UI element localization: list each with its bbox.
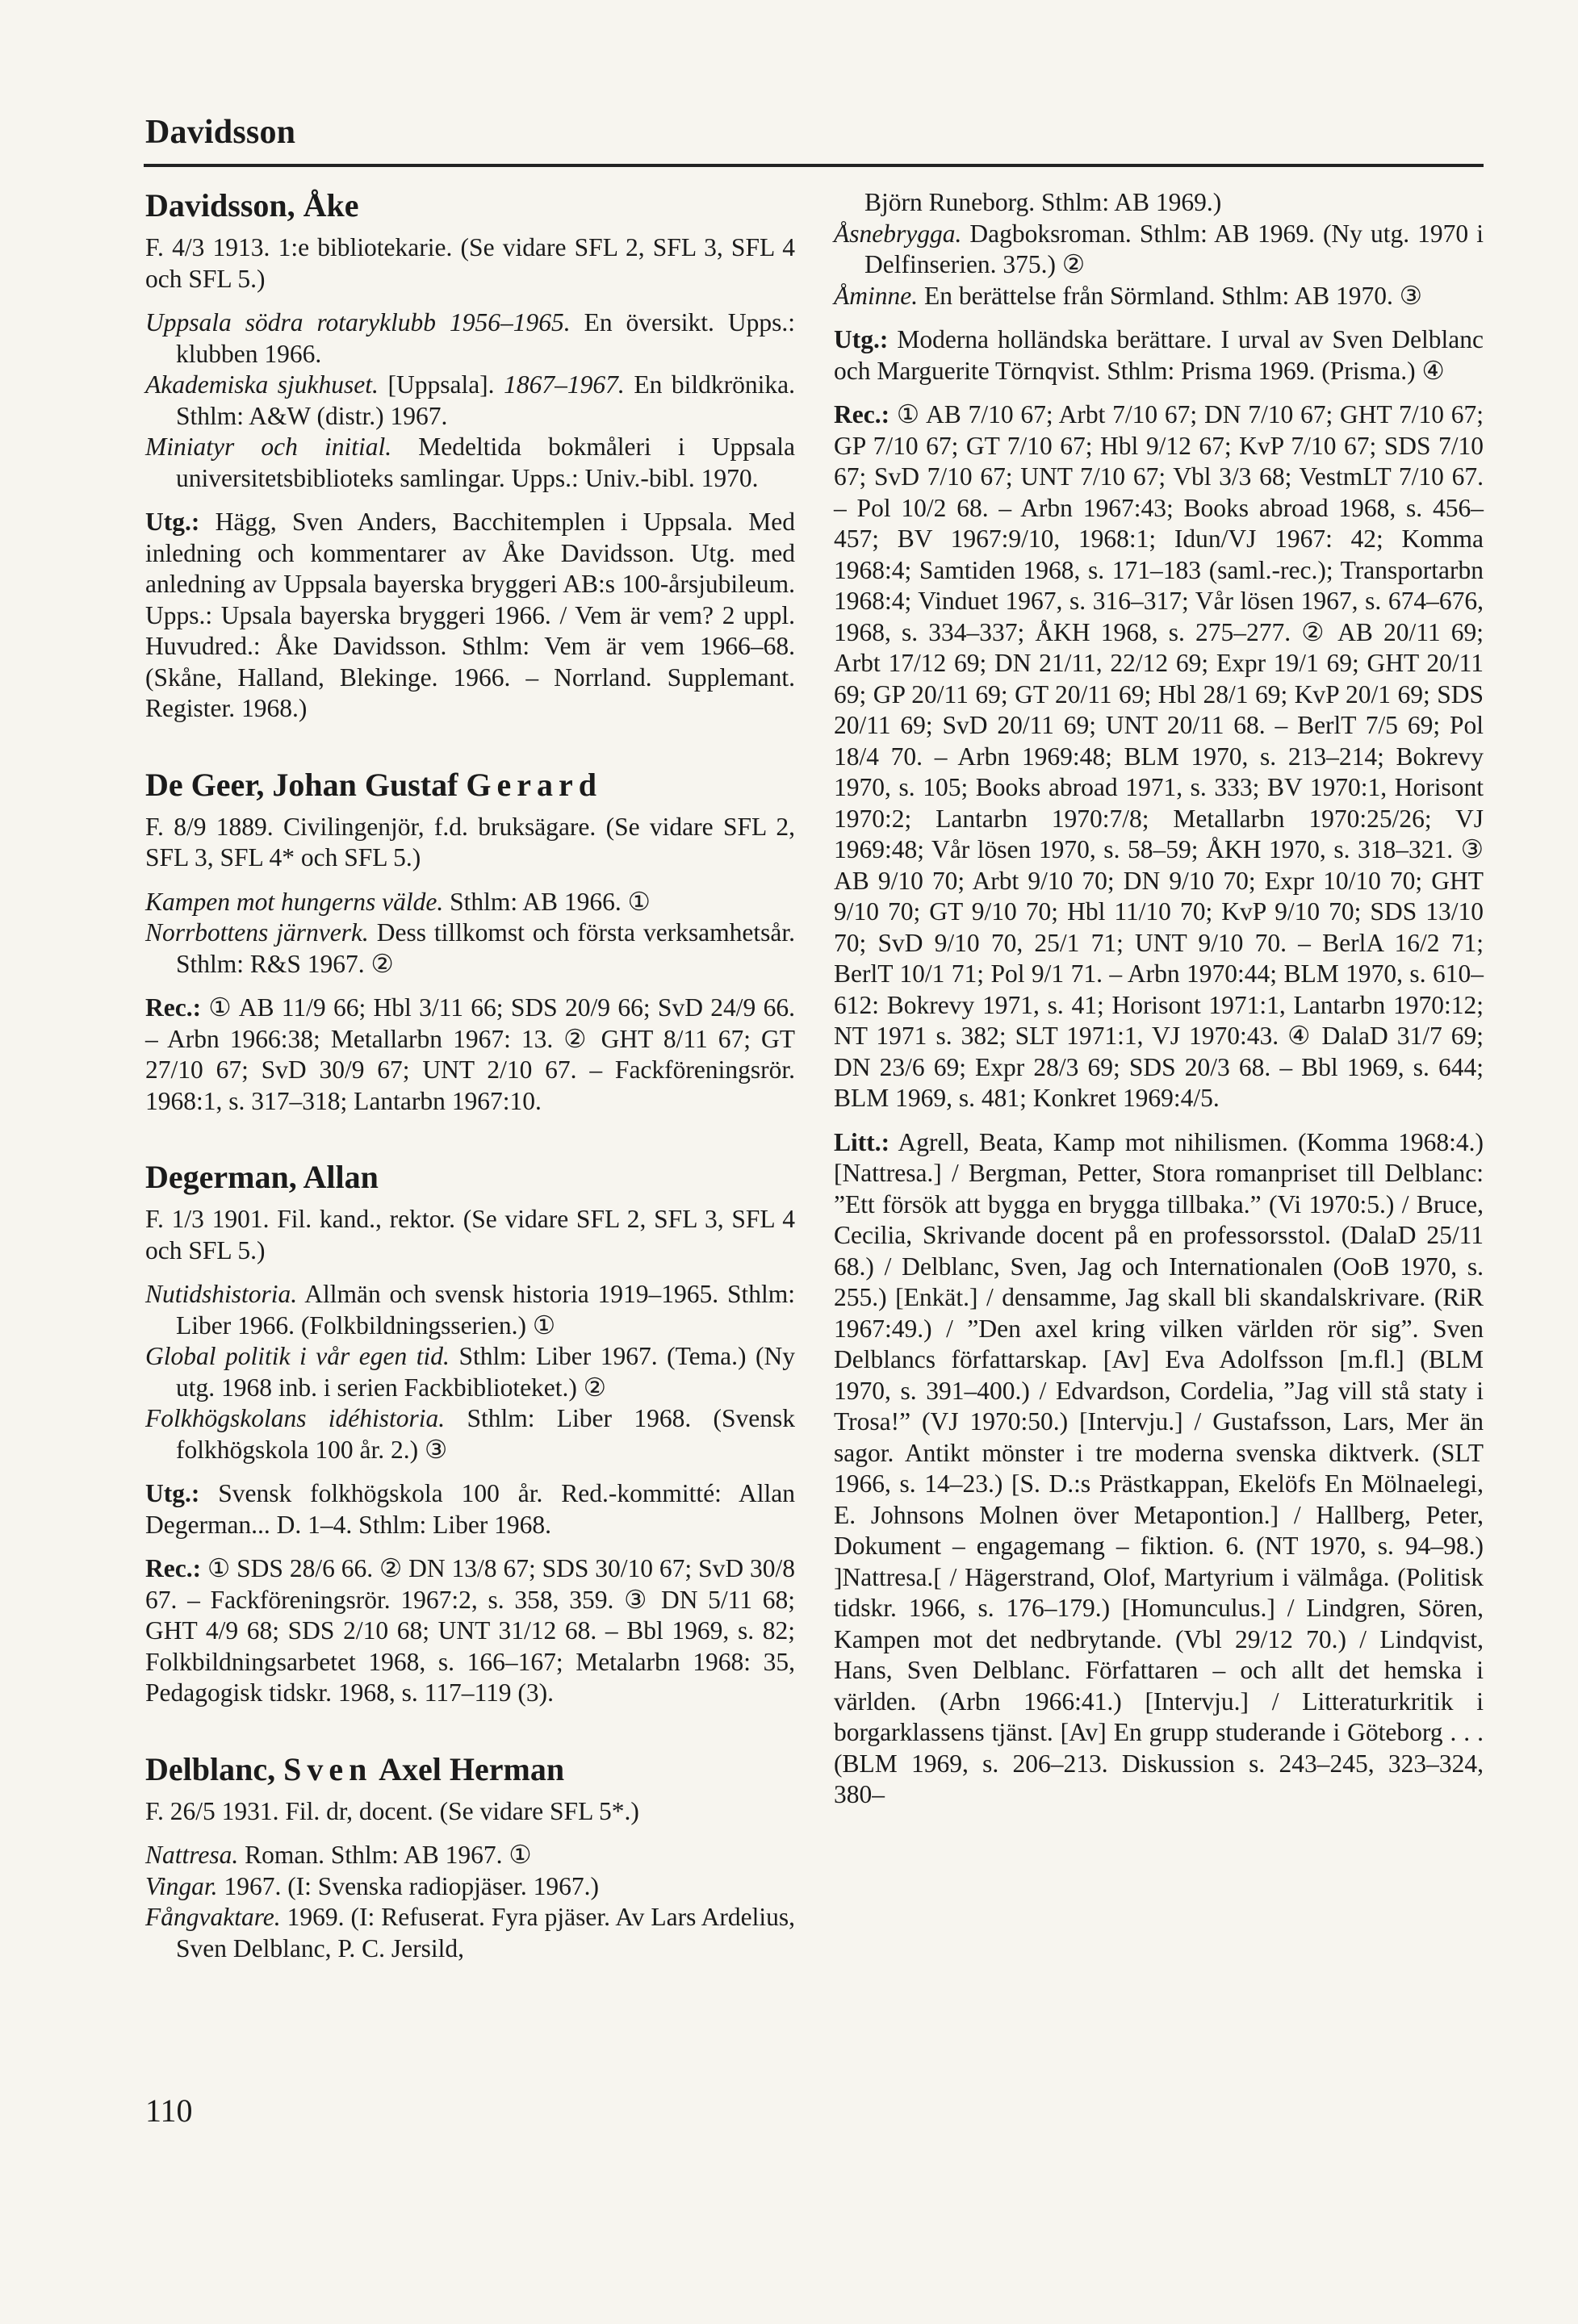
- rec-label: Rec.:: [145, 993, 202, 1022]
- work-details: Sthlm: Liber 1967. (Tema.) (Ny utg. 1968 inb. i serien Fackbiblioteket.) ②: [176, 1342, 796, 1402]
- work-item: [834, 281, 1484, 312]
- work-item-continued: Björn Runeborg. Sthlm: AB 1969.): [864, 188, 1222, 216]
- litt-text: Agrell, Beata, Kamp mot nihilismen. (Komma 1968:4.) [Nattresa.] / Bergman, Petter, Stora romanpriset till Delblanc: ”Ett försök att bygga en brygga tillbaka.” (Vi 1970:5.) / Bruce, Cecilia, Skrivande docent på en professorsstol. (DalaD 25/11 68.) / Delblanc, Sven, Jag och Internationalen (OoB 1970, s. 255.) [Enkät.] / densamme, Jag skall bli skandalskrivare. (RiR 1967:49.) / ”Den axel kring vilken världen rör sig”. Sven Delblancs författarskap. [Av] Eva Adolfsson [m.fl.] (BLM 1970, s. 391–400.) / Edvardson, Cordelia, ”Jag vill stå staty i Trosa!” (VJ 1970:50.) [Intervju.] / Gustafsson, Lars, Mer än sagor. Antikt mönster i tre moderna svenska diktverk. (SLT 1966, s. 14–23.) [S. D.:s Prästkappan, Ekelöfs En Mölnaelegi, E. Johnsons Molnen över Metapontion.] / Hallberg, Peter, Dokument – engagemang – fiktion. 6. (NT 1970, s. 94–98.) ]Nattresa.[ / Hägerstrand, Olof, Martyrium i välmåga. (Politisk tidskr. 1966, s. 176–179.) [Homunculus.] / Lindgren, Sören, Kampen mot det nedbrytande. (Vbl 29/12 70.) / Lindqvist, Hans, Sven Delblanc. Författaren – och allt det hemska i världen. (Arbn 1966:41.) [Intervju.] / Litteraturkritik i borgarklassens tjänst. [Av] En grupp studerande i Göteborg . . . (BLM 1969, s. 206–213. Diskussion s. 243–245, 323–324, 380–: [834, 1127, 1484, 1808]
- utg-text: Moderna holländska berättare. I urval av Sven Delblanc och Marguerite Törnqvist. Sthlm: Prisma 1969. (Prisma.) ④: [834, 325, 1484, 385]
- entry-heading-degerman: Degerman, Allan: [145, 1159, 379, 1195]
- work-title: Norrbottens järnverk.: [145, 918, 369, 947]
- entry-heading-degeer: [145, 767, 795, 804]
- rec-paragraph: [145, 993, 795, 1117]
- heading-name: Axel Herman: [372, 1750, 565, 1787]
- work-item: [145, 1279, 795, 1341]
- rec-paragraph: [145, 1553, 795, 1709]
- bio-delblanc: F. 26/5 1931. Fil. dr, docent. (Se vidare SFL 5*.): [145, 1796, 639, 1825]
- rec-text: ① AB 11/9 66; Hbl 3/11 66; SDS 20/9 66; SvD 24/9 66. – Arbn 1966:38; Metallarbn 1967: 13. ② GHT 8/11 67; GT 27/10 67; SvD 30/9 67; UNT 2/10 67. – Fackföreningsrör. 1968:1, s. 317–318; Lantarbn 1967:10.: [145, 993, 795, 1115]
- rec-paragraph: [834, 399, 1484, 1114]
- bio-degeer: F. 8/9 1889. Civilingenjör, f.d. bruksägare. (Se vidare SFL 2, SFL 3, SFL 4* och SFL 5.): [145, 812, 795, 872]
- utg-label: Utg.:: [145, 508, 200, 536]
- work-item: [145, 887, 795, 918]
- heading-name: De Geer, Johan Gustaf: [145, 766, 467, 803]
- utg-paragraph: [145, 1478, 795, 1540]
- utg-label: Utg.:: [834, 325, 889, 353]
- work-details: En bildkrönika. Sthlm: A&W (distr.) 1967.: [176, 370, 795, 430]
- work-title: Kampen mot hungerns välde.: [145, 887, 444, 916]
- header-rule: [144, 164, 1484, 167]
- work-details: 1969. (I: Refuserat. Fyra pjäser. Av Lars Ardelius, Sven Delblanc, P. C. Jersild,: [176, 1903, 795, 1962]
- work-item: [145, 370, 795, 432]
- work-details: En översikt. Upps.: klubben 1966.: [176, 308, 796, 368]
- work-title: Nutidshistoria.: [145, 1280, 298, 1308]
- bio-degerman: F. 1/3 1901. Fil. kand., rektor. (Se vidare SFL 2, SFL 3, SFL 4 och SFL 5.): [145, 1205, 795, 1264]
- page-number: 110: [145, 2092, 193, 2129]
- work-item: [145, 917, 795, 980]
- entry-heading-delblanc: [145, 1751, 795, 1788]
- utg-paragraph: [834, 324, 1484, 387]
- litt-paragraph: [834, 1127, 1484, 1811]
- heading-spaced-name: Gerard: [466, 766, 603, 803]
- work-item: [145, 1871, 795, 1903]
- work-details: Dess tillkomst och första verksamhetsår. Sthlm: R&S 1967. ②: [176, 918, 796, 978]
- litt-label: Litt.:: [834, 1127, 890, 1156]
- right-column: [834, 187, 1484, 1824]
- work-title: Uppsala södra rotaryklubb 1956–1965.: [145, 308, 571, 336]
- work-details: 1967. (I: Svenska radiopjäser. 1967.): [217, 1871, 599, 1900]
- work-title: Folkhögskolans idéhistoria.: [145, 1404, 446, 1432]
- work-details: Dagboksroman. Sthlm: AB 1969. (Ny utg. 1970 i Delfinserien. 375.) ②: [864, 219, 1484, 278]
- work-details: En berättelse från Sörmland. Sthlm: AB 1970. ③: [918, 281, 1423, 310]
- utg-paragraph: [145, 507, 795, 725]
- utg-label: Utg.:: [145, 1479, 200, 1507]
- heading-spaced-name: Sven: [283, 1750, 373, 1787]
- bio-davidsson: F. 4/3 1913. 1:e bibliotekarie. (Se vidare SFL 2, SFL 3, SFL 4 och SFL 5.): [145, 233, 795, 293]
- work-title: Akademiska sjukhuset.: [145, 370, 379, 399]
- utg-text: Hägg, Sven Anders, Bacchitemplen i Uppsala. Med inledning och kommentarer av Åke Davidsson. Utg. med anledning av Uppsala bayerska bryggeri AB:s 100-årsjubileum. Upps.: Upsala bayerska bryggeri 1966. / Vem är vem? 2 uppl. Huvudred.: Åke Davidsson. Sthlm: Vem är vem 1966–68. (Skåne, Halland, Blekinge. 1966. – Norrland. Supplemant. Register. 1968.): [145, 508, 795, 722]
- work-item: [145, 1840, 795, 1871]
- work-title: Fångvaktare.: [145, 1903, 281, 1931]
- work-item: [145, 1403, 795, 1465]
- work-details: Roman. Sthlm: AB 1967. ①: [238, 1841, 532, 1869]
- work-title: Miniatyr och initial.: [145, 433, 392, 461]
- work-item: [834, 219, 1484, 281]
- work-title: Global politik i vår egen tid.: [145, 1342, 450, 1370]
- utg-text: Svensk folkhögskola 100 år. Red.-kommitté: Allan Degerman... D. 1–4. Sthlm: Liber 1968.: [145, 1479, 795, 1539]
- work-item: [145, 1341, 795, 1403]
- rec-label: Rec.:: [834, 400, 890, 428]
- work-title: Åminne.: [834, 281, 919, 310]
- running-head: Davidsson: [145, 114, 296, 151]
- entry-heading-davidsson: Davidsson, Åke: [145, 187, 359, 224]
- rec-label: Rec.:: [145, 1554, 202, 1582]
- work-years: 1867–1967.: [504, 370, 625, 399]
- heading-name: Delblanc,: [145, 1750, 284, 1787]
- rec-text: ① AB 7/10 67; Arbt 7/10 67; DN 7/10 67; GHT 7/10 67; GP 7/10 67; GT 7/10 67; Hbl 9/12 67; KvP 7/10 67; SDS 7/10 67; SvD 7/10 67; UNT 7/10 67; Vbl 3/3 68; VestmLT 7/10 67. – Pol 10/2 68. – Arbn 1967:43; Books abroad 1968, s. 456–457; BV 1967:9/10, 1968:1; Idun/VJ 1967: 42; Komma 1968:4; Samtiden 1968, s. 171–183 (saml.-rec.); Transportarbn 1968:4; Vinduet 1967, s. 316–317; Vår lösen 1967, s. 674–676, 1968, s. 334–337; ÅKH 1968, s. 275–277. ② AB 20/11 69; Arbt 17/12 69; DN 21/11, 22/12 69; Expr 19/1 69; GHT 20/11 69; GP 20/11 69; GT 20/11 69; Hbl 28/1 69; KvP 20/1 69; SDS 20/11 69; SvD 20/11 69; UNT 20/11 68. – BerlT 7/5 69; Pol 18/4 70. – Arbn 1969:48; BLM 1970, s. 213–214; Bokrevy 1970, s. 105; Books abroad 1971, s. 333; BV 1970:1, Horisont 1970:2; Lantarbn 1970:7/8; Metallarbn 1970:25/26; VJ 1969:48; Vår lösen 1970, s. 58–59; ÅKH 1970, s. 318–321. ③ AB 9/10 70; Arbt 9/10 70; DN 9/10 70; Expr 10/10 70; GHT 9/10 70; GT 9/10 70; Hbl 11/10 70; KvP 9/10 70; SDS 13/10 70; SvD 9/10 70, 25/1 71; UNT 9/10 70. – BerlA 16/2 71; BerlT 10/1 71; Pol 9/1 71. – Arbn 1970:44; BLM 1970, s. 610–612: Bokrevy 1971, s. 41; Horisont 1971:1, Lantarbn 1970:12; NT 1971 s. 382; SLT 1971:1, VJ 1970:43. ④ DalaD 31/7 69; DN 23/6 69; Expr 28/3 69; SDS 20/3 68. – Bbl 1969, s. 644; BLM 1969, s. 481; Konkret 1969:4/5.: [834, 400, 1484, 1112]
- work-title: Vingar.: [145, 1871, 218, 1900]
- work-item: [145, 432, 795, 494]
- work-title: Nattresa.: [145, 1841, 239, 1869]
- work-details: Medeltida bokmåleri i Uppsala universitetsbiblioteks samlingar. Upps.: Univ.-bibl. 1970.: [176, 433, 795, 492]
- left-column: [145, 187, 795, 1964]
- work-details: Allmän och svensk historia 1919–1965. Sthlm: Liber 1966. (Folkbildningsserien.) ①: [176, 1280, 795, 1340]
- work-details: [Uppsala].: [378, 370, 504, 399]
- work-details: Sthlm: Liber 1968. (Svensk folkhögskola 100 år. 2.) ③: [176, 1404, 795, 1464]
- work-details: Sthlm: AB 1966. ①: [443, 887, 651, 916]
- work-item: [145, 307, 795, 370]
- rec-text: ① SDS 28/6 66. ② DN 13/8 67; SDS 30/10 67; SvD 30/8 67. – Fackföreningsrör. 1967:2, s. 358, 359. ③ DN 5/11 68; GHT 4/9 68; SDS 2/10 68; UNT 31/12 68. – Bbl 1969, s. 82; Folkbildningsarbetet 1968, s. 166–167; Metalarbn 1968: 35, Pedagogisk tidskr. 1968, s. 117–119 (3).: [145, 1554, 795, 1707]
- work-title: Åsnebrygga.: [834, 219, 962, 248]
- work-item: [145, 1902, 795, 1964]
